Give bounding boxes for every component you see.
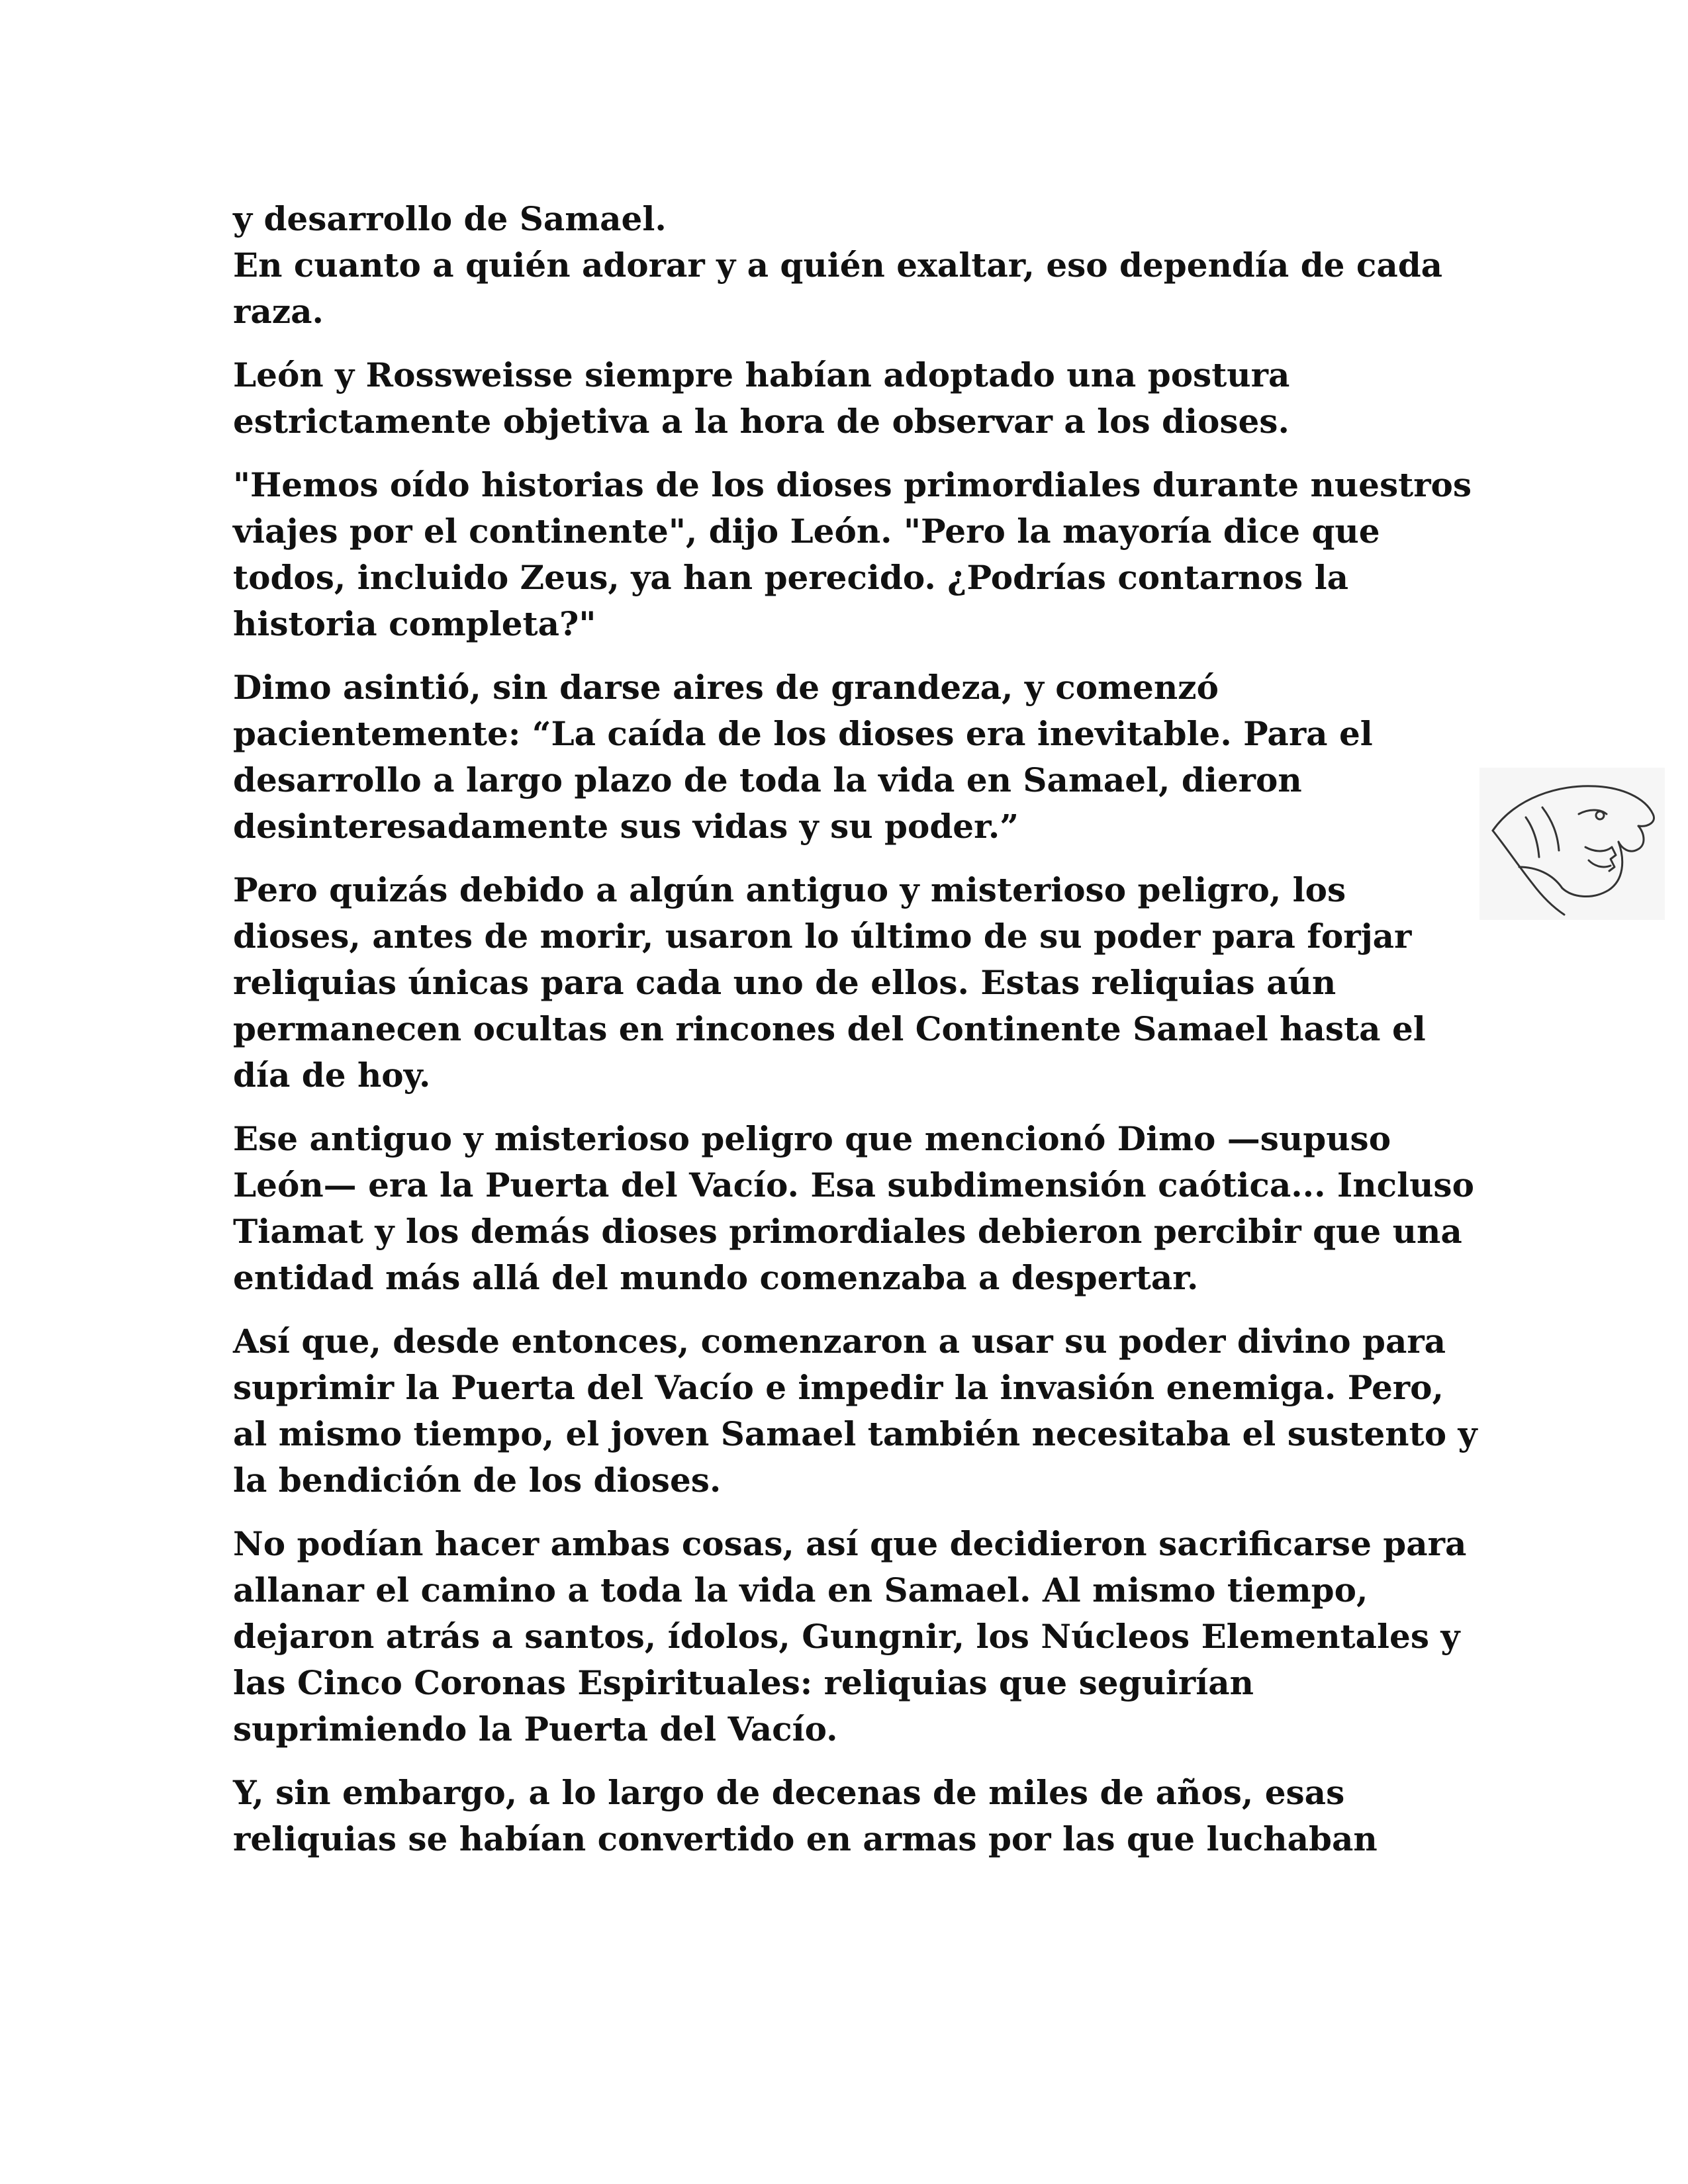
paragraph-7: Ese antiguo y misterioso peligro que mencionó Dimo —supuso León— era la Puerta del Vacío. Esa subdimensión caótica... Incluso Tiamat y los demás dioses primordiales debieron percibir que una entidad más allá del mundo comenzaba a despertar. bbox=[233, 1119, 1474, 1297]
paragraph-4: "Hemos oído historias de los dioses primordiales durante nuestros viajes por el continente", dijo León. "Pero la mayoría dice que todos, incluido Zeus, ya han perecido. ¿Podrías contarnos la historia completa?" bbox=[233, 465, 1472, 643]
paragraph-5: Dimo asintió, sin darse aires de grandeza, y comenzó pacientemente: “La caída de los dioses era inevitable. Para el desarrollo a largo plazo de toda la vida en Samael, dieron desinteresadamente sus vidas y su poder.” bbox=[233, 668, 1373, 846]
paragraph-9: No podían hacer ambas cosas, así que decidieron sacrificarse para allanar el camino a toda la vida en Samael. Al mismo tiempo, dejaron atrás a santos, ídolos, Gungnir, los Núcleos Elementales y las Cinco Coronas Espirituales: reliquias que seguirían suprimiendo la Puerta del Vacío. bbox=[233, 1524, 1467, 1749]
paragraph-6: Pero quizás debido a algún antiguo y misterioso peligro, los dioses, antes de morir, usaron lo último de su poder para forjar reliquias únicas para cada uno de ellos. Estas reliquias aún permanecen ocultas en rincones del Continente Samael hasta el día de hoy. bbox=[233, 870, 1426, 1095]
paragraph-1: y desarrollo de Samael. bbox=[233, 199, 667, 238]
paragraph-3: León y Rossweisse siempre habían adoptado una postura estrictamente objetiva a la hora de observar a los dioses. bbox=[233, 355, 1290, 441]
paragraph-8: Así que, desde entonces, comenzaron a usar su poder divino para suprimir la Puerta del Vacío e impedir la invasión enemiga. Pero, al mismo tiempo, el joven Samael también necesitaba el sustento y la bendición de los dioses. bbox=[233, 1322, 1477, 1500]
body-text bbox=[233, 196, 1477, 1880]
dinosaur-sketch-icon bbox=[1479, 768, 1665, 920]
paragraph-10: Y, sin embargo, a lo largo de decenas de miles de años, esas reliquias se habían convertido en armas por las que luchaban bbox=[233, 1773, 1378, 1858]
paragraph-2: En cuanto a quién adorar y a quién exaltar, eso dependía de cada raza. bbox=[233, 246, 1443, 331]
